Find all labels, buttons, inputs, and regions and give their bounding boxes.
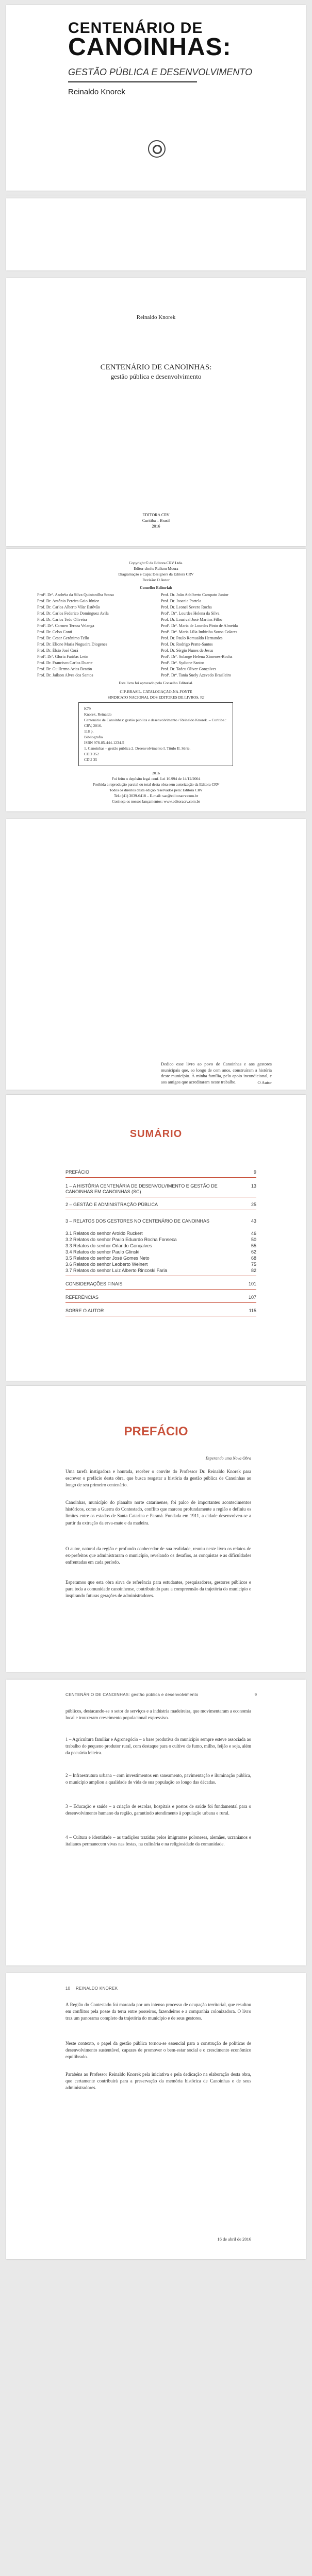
title-page-publisher: EDITORA CRV [142, 513, 170, 517]
toc-subitem[interactable] [65, 1262, 256, 1267]
prefacio-epigraph: Esperando uma Nova Obra [205, 1456, 251, 1461]
copyright-page [6, 549, 306, 811]
toc-item[interactable] [65, 1281, 256, 1287]
council-member: Prof. Dr. Rodrigo Pratte-Santos [161, 642, 213, 647]
cover-title [68, 21, 232, 59]
council-member: Profª. Drª. Lourdes Helena da Silva [161, 611, 220, 616]
council-member: Profª. Drª. Maria Lília Imbiriba Sousa Colares [161, 630, 237, 634]
dedication-page [6, 819, 306, 1090]
council-member: Profª. Drª. Sydione Santos [161, 660, 205, 665]
prefacio-title: PREFÁCIO [124, 1425, 188, 1438]
council-member: Profª. Drª. Carmen Tereza Velanga [37, 623, 94, 628]
title-page-title: CENTENÁRIO DE CANOINHAS: [100, 363, 212, 371]
toc-page: 13 [251, 1183, 256, 1189]
toc-page: 107 [248, 1295, 256, 1300]
cover-author: Reinaldo Knorek [68, 88, 125, 96]
council-member: Profª. Drª. Maria de Lourdes Pinto de Almeida [161, 623, 238, 628]
body-paragraph: 2 – Infraestrutura urbana – com investimentos em saneamento, pavimentação e iluminação pública, o município ampliou a qualidade de vida de sua população ao longo das décadas. [65, 1773, 251, 1785]
page-number: 9 [254, 1692, 257, 1697]
preface-date: 16 de abril de 2016 [217, 2236, 251, 2242]
legal-contact: Tel.: (41) 3039-6418 – E-mail: sac@editoracrv.com.br [113, 793, 199, 798]
toc-subitem[interactable] [65, 1256, 256, 1261]
toc-label: 3.6 Relatos do senhor Leoberto Weinert [65, 1262, 148, 1267]
cip-line: Bibliografia [84, 735, 103, 739]
toc-label: CONSIDERAÇÕES FINAIS [65, 1281, 123, 1286]
cip-title: CIP-BRASIL. CATALOGAÇÃO-NA-FONTE [120, 689, 192, 694]
body-paragraph: públicos, destacando-se o setor de serviços e a indústria madeireira, que movimentaram a economia local e trouxeram crescimento populacional expressivo. [65, 1708, 251, 1721]
council-member: Prof. Dr. Elione Maria Nogueira Diogenes [37, 642, 107, 647]
title-page-author: Reinaldo Knorek [136, 314, 176, 320]
toc-item[interactable] [65, 1308, 256, 1314]
toc-label: 3.7 Relatos do senhor Luiz Alberto Rincoski Faria [65, 1268, 168, 1273]
council-member: Prof. Dr. Francisco Carlos Duarte [37, 660, 93, 665]
body-paragraph: A Região do Contestado foi marcada por um intenso processo de ocupação territorial, que resultou em conflitos pela posse da terra entre posseiros, fazendeiros e a companhia colonizadora. O livro traz um panorama completo da trajetória do município e de seus gestores. [65, 2002, 251, 2021]
cover-title-line1: CENTENÁRIO DE [68, 20, 203, 37]
toc-page: 25 [251, 1202, 256, 1207]
sumario-title: SUMÁRIO [129, 1128, 183, 1140]
title-page-subtitle: gestão pública e desenvolvimento [110, 372, 202, 380]
council-list-left [37, 592, 151, 679]
dedication-signature: O Autor [257, 1080, 272, 1085]
toc-page: 115 [249, 1308, 256, 1313]
prefacio-paragraph: Canoinhas, município do planalto norte catarinense, foi palco de importantes acontecimentos históricos, como a Guerra do Contestado, conflito que marcou profundamente a região e definiu os limites entre os estados de Santa Catarina e Paraná. Fundada em 1911, a cidade desenvolveu-se a partir da extração da erva-mate e da madeira. [65, 1500, 251, 1526]
council-member: Profª. Drª. Andréia da Silva Quintanilha Sousa [37, 592, 114, 597]
page-number: 10 [65, 1986, 70, 1991]
council-member: Prof. Dr. Leonel Severo Rocha [161, 605, 212, 609]
toc-item[interactable] [65, 1183, 256, 1195]
prefacio-paragraph: Uma tarefa instigadora e honrada, receber o convite do Professor Dr. Reinaldo Knorek para escrever o prefácio desta obra, que busca resgatar a história da gestão pública de Canoinhas ao longo de seu primeiro centenário. [65, 1469, 251, 1488]
body-paragraph: 4 – Cultura e identidade – as tradições trazidas pelos imigrantes poloneses, alemães, ucranianos e italianos permanecem vivas nas festas, na culinária e na religiosidade da comunidade. [65, 1835, 251, 1847]
legal-website: Conheça os nossos lançamentos: www.editoracrv.com.br [112, 799, 200, 804]
council-member: Profª. Drª. Gloria Fariñas León [37, 654, 89, 659]
cip-line: CDD 352 [84, 752, 99, 756]
prefacio-paragraph: Esperamos que esta obra sirva de referência para estudantes, pesquisadores, gestores públicos e para toda a comunidade canoinhense, contribuindo para a compreensão da trajetória do município e inspirando futuras gerações de administradores. [65, 1580, 251, 1599]
prefacio-paragraph: O autor, natural da região e profundo conhecedor de sua realidade, reuniu neste livro os relatos de ex-prefeitos que administraram o município, revelando os desafios, as conquistas e as dificuldades enfrentadas em cada período. [65, 1546, 251, 1565]
toc-subitem[interactable] [65, 1249, 256, 1255]
prefacio-page [6, 1386, 306, 1672]
editor-chief: Editor-chefe: Railson Moura [134, 566, 178, 571]
toc-item[interactable] [65, 1295, 256, 1300]
publisher-logo-icon [148, 140, 166, 158]
legal-year: 2016 [152, 771, 160, 775]
title-page-city: Curitiba – Brasil [142, 518, 170, 523]
cip-line: Knorek, Reinaldo [84, 712, 112, 717]
toc-label: 2 – GESTÃO E ADMINISTRAÇÃO PÚBLICA [65, 1202, 158, 1207]
toc-page: 43 [251, 1218, 256, 1224]
toc-page: 50 [251, 1237, 256, 1242]
toc-item[interactable] [65, 1218, 256, 1224]
toc-subitem[interactable] [65, 1243, 256, 1249]
toc-rule [65, 1302, 256, 1303]
council-member: Prof. Dr. João Adalberto Campato Junior [161, 592, 228, 597]
body-paragraph: 1 – Agricultura familiar e Agronegócio – a base produtiva do município sempre esteve associada ao trabalho do pequeno produtor rural, com destaque para o cultivo de fumo, milho, feijão e soja, além da pecuária leiteira. [65, 1737, 251, 1756]
cover-title-line2: CANOINHAS: [68, 33, 232, 61]
toc-rule [65, 1177, 256, 1178]
body-paragraph: Parabéns ao Professor Reinaldo Knorek pela iniciativa e pela dedicação na elaboração desta obra, que certamente contribuirá para a preservação da memória histórica de Canoinhas e de seus administradores. [65, 2072, 251, 2091]
diagram-credit: Diagramação e Capa: Designers da Editora CRV [118, 572, 194, 577]
council-member: Prof. Dr. Carlos Federico Dominguez Avila [37, 611, 109, 616]
toc-page: 82 [251, 1268, 256, 1273]
council-member: Prof. Dr. Carlos Alberto Vilar Estêvão [37, 605, 100, 609]
cip-box [78, 702, 233, 766]
toc-page: 101 [248, 1281, 256, 1286]
toc-page: 75 [251, 1262, 256, 1267]
cip-line: 1. Canoinhas – gestão pública 2. Desenvolvimento I. Título II. Série. [84, 746, 191, 751]
toc-item[interactable] [65, 1170, 256, 1175]
toc-label: PREFÁCIO [65, 1170, 90, 1175]
cip-line: K79 [84, 706, 91, 711]
running-header: REINALDO KNOREK [76, 1986, 118, 1991]
toc-page: 46 [251, 1231, 256, 1236]
council-member: Profª. Drª. Solange Helena Ximenes-Rocha [161, 654, 233, 659]
legal-reproduction: Proibida a reprodução parcial ou total desta obra sem autorização da Editora CRV [92, 782, 220, 787]
toc-label: SOBRE O AUTOR [65, 1308, 104, 1313]
council-member: Prof. Dr. Jailson Alves dos Santos [37, 673, 93, 677]
cover-divider [68, 81, 197, 82]
toc-label: REFERÊNCIAS [65, 1295, 99, 1300]
text-page-10 [6, 1973, 306, 2259]
toc-page: 55 [251, 1243, 256, 1248]
council-member: Prof. Dr. Élsio José Corá [37, 648, 78, 653]
body-paragraph: 3 – Educação e saúde – a criação de escolas, hospitais e postos de saúde foi fundamental para o desenvolvimento humano da região, garantindo atendimento à população urbana e rural. [65, 1804, 251, 1816]
sumario-page [6, 1095, 306, 1381]
cover-subtitle: GESTÃO PÚBLICA E DESENVOLVIMENTO [68, 67, 253, 77]
council-member: Prof. Dr. Tadeu Oliver Gonçalves [161, 667, 217, 671]
council-member: Prof. Dr. Guillermo Arias Beatón [37, 667, 92, 671]
cover-page [6, 5, 306, 191]
body-paragraph: Neste contexto, o papel da gestão pública tornou-se essencial para a construção de políticas de desenvolvimento sustentável, capazes de promover o bem-estar social e o crescimento econômico equilibrado. [65, 2041, 251, 2060]
council-member: Prof. Dr. Carlos Tedo Oliveira [37, 617, 87, 622]
legal-rights: Todos os direitos desta edição reservados pela: Editora CRV [109, 788, 203, 792]
text-page-9 [6, 1680, 306, 1965]
title-page [6, 278, 306, 546]
cip-line: CDU 35 [84, 757, 97, 762]
council-member: Prof. Dr. Cesar Gerónimo Tello [37, 636, 89, 640]
running-header: CENTENÁRIO DE CANOINHAS: gestão pública e desenvolvimento [65, 1692, 199, 1697]
council-member: Profª. Drª. Tania Suely Azevedo Brasileiro [161, 673, 231, 677]
toc-page: 68 [251, 1256, 256, 1261]
toc-rule [65, 1289, 256, 1290]
council-member: Prof. Dr. Antônio Pereira Gaio Júnior [37, 599, 99, 603]
toc-label: 3 – RELATOS DOS GESTORES NO CENTENÁRIO DE CANOINHAS [65, 1218, 210, 1224]
cip-line: ISBN 978-85-444-1234-5 [84, 740, 124, 745]
toc-label: 3.5 Relatos do senhor José Gomes Neto [65, 1256, 150, 1261]
toc-page: 9 [253, 1170, 256, 1175]
dedication-text: Dedico esse livro ao povo de Canoinhas e aos gestores municipais que, ao longo de cem anos, construíram a história deste município. À minha família, pelo apoio incondicional, e aos amigos que acreditaram neste trabalho. [161, 1061, 272, 1084]
revision-credit: Revisão: O Autor [142, 578, 170, 582]
council-member: Prof. Dr. Celso Conti [37, 630, 72, 634]
cip-subtitle: SINDICATO NACIONAL DOS EDITORES DE LIVROS, RJ [107, 695, 205, 700]
council-list-right [161, 592, 280, 679]
cip-line: Centenário de Canoinhas: gestão pública e desenvolvimento / Reinaldo Knorek. – Curitiba : CRV, 2016. [84, 718, 226, 728]
council-member: Prof. Dr. Paulo Romualdo Hernandes [161, 636, 223, 640]
blank-page [6, 198, 306, 270]
council-member: Prof. Dr. Lourival José Martins Filho [161, 617, 222, 622]
copyright-line: Copyright © da Editora CRV Ltda. [129, 561, 183, 565]
council-member: Prof. Dr. Josania Portela [161, 599, 201, 603]
review-note: Este livro foi aprovado pelo Conselho Editorial. [119, 681, 193, 685]
toc-label: 3.2 Relatos do senhor Paulo Eduardo Rocha Fonseca [65, 1237, 177, 1242]
toc-subitem[interactable] [65, 1231, 256, 1236]
council-member: Prof. Dr. Sérgio Nunes de Jesus [161, 648, 214, 653]
cip-line: 118 p. [84, 729, 94, 734]
toc-item[interactable] [65, 1202, 256, 1208]
legal-deposit: Foi feito o depósito legal conf. Lei 10.994 de 14/12/2004 [111, 776, 201, 781]
toc-label: 3.1 Relatos do senhor Aroldo Ruckert [65, 1231, 143, 1236]
toc-label: 1 – A HISTÓRIA CENTENÁRIA DE DESENVOLVIMENTO E GESTÃO DE CANOINHAS EM CANOINHAS (SC) [65, 1183, 218, 1194]
toc-label: 3.4 Relatos do senhor Paulo Glinski [65, 1249, 140, 1255]
toc-subitem[interactable] [65, 1237, 256, 1243]
toc-subitem[interactable] [65, 1268, 256, 1274]
title-page-year: 2016 [152, 524, 160, 529]
toc-label: 3.3 Relatos do senhor Orlando Gonçalves [65, 1243, 152, 1248]
council-title: Conselho Editorial: [140, 585, 172, 590]
toc-page: 62 [251, 1249, 256, 1255]
